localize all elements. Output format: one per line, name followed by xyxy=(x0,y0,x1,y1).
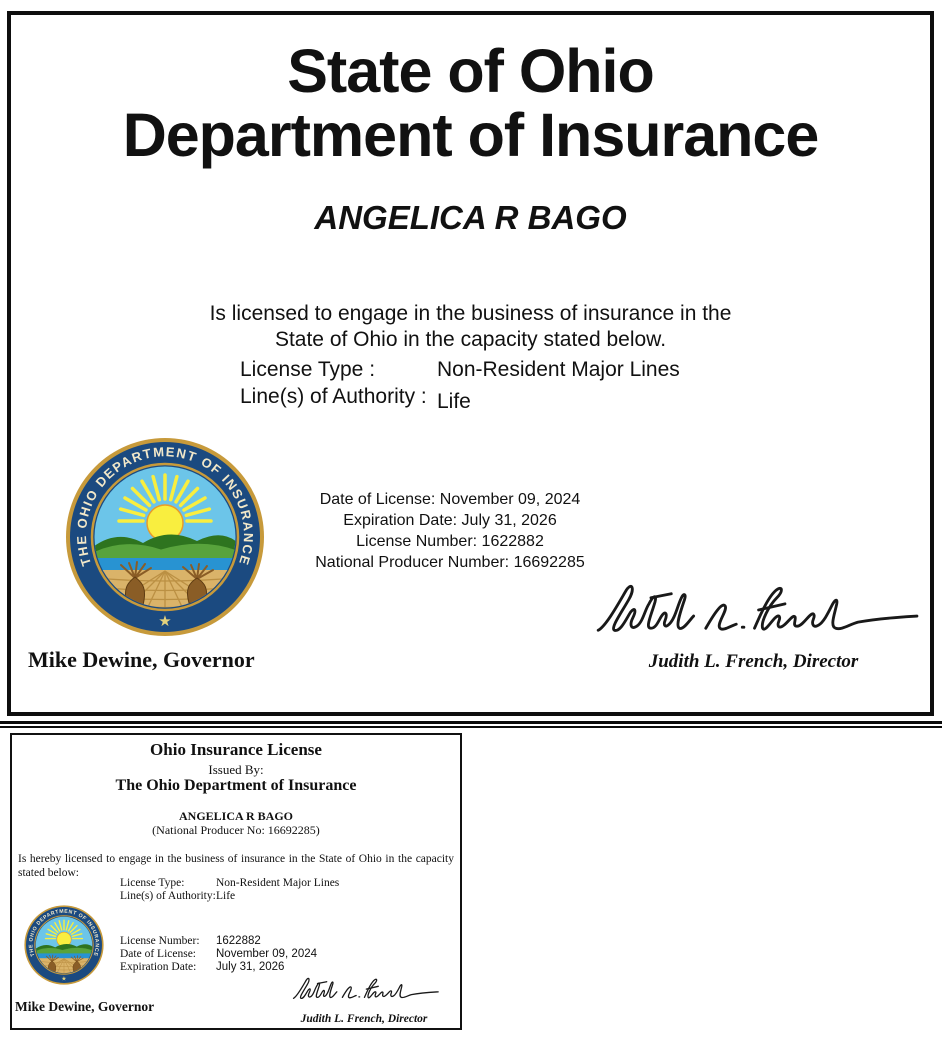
license-number: License Number: 1622882 xyxy=(356,533,544,550)
authority-label: Line(s) of Authority : xyxy=(240,385,427,408)
card-license-details-block xyxy=(120,935,317,974)
statement-line-1: Is licensed to engage in the business of insurance in the xyxy=(209,302,732,325)
national-producer-number: National Producer Number: 16692285 xyxy=(315,554,585,571)
card-department: The Ohio Department of Insurance xyxy=(115,777,357,794)
title-line-1: State of Ohio xyxy=(287,37,654,105)
card-statement: Is hereby licensed to engage in the business of insurance in the State of Ohio in the capacity stated below: xyxy=(18,853,454,879)
license-type-label: License Type : xyxy=(240,358,376,381)
expiration-date: Expiration Date: July 31, 2026 xyxy=(343,512,557,529)
statement-line-2: State of Ohio in the capacity stated below. xyxy=(274,328,667,351)
separator-thick-rule xyxy=(0,721,942,724)
license-statement xyxy=(11,301,930,353)
card-issued-by: Issued By: xyxy=(208,762,264,777)
card-license-type-label: License Type: xyxy=(120,877,185,889)
card-license-number-label: License Number: xyxy=(120,935,200,947)
certificate-title xyxy=(11,39,930,167)
card-title: Ohio Insurance License xyxy=(150,740,322,759)
director-signature xyxy=(586,579,921,645)
card-license-type-value: Non-Resident Major Lines xyxy=(216,877,340,889)
license-wallet-card xyxy=(10,733,462,1030)
license-certificate xyxy=(7,11,934,716)
director-name: Judith L. French, Director xyxy=(648,651,859,672)
page-separator xyxy=(0,721,942,728)
card-governor-name: Mike Dewine, Governor xyxy=(15,999,155,1014)
card-expiration-date-value: July 31, 2026 xyxy=(216,961,285,973)
card-director-name: Judith L. French, Director xyxy=(300,1013,428,1025)
card-expiration-date-label: Expiration Date: xyxy=(120,961,197,973)
date-of-license: Date of License: November 09, 2024 xyxy=(319,491,581,508)
card-license-number-value: 1622882 xyxy=(216,935,261,947)
separator-thin-rule xyxy=(0,726,942,728)
card-licensee-name: ANGELICA R BAGO xyxy=(178,809,294,823)
card-authority-label: Line(s) of Authority: xyxy=(120,890,216,902)
governor-name: Mike Dewine, Governor xyxy=(28,647,255,672)
card-director-signature xyxy=(288,975,440,1005)
title-line-2: Department of Insurance xyxy=(122,101,819,169)
license-type-block xyxy=(240,356,680,415)
license-details-block xyxy=(200,489,700,573)
card-license-type-block xyxy=(120,877,339,903)
card-date-of-license-value: November 09, 2024 xyxy=(216,948,318,960)
card-authority-value: Life xyxy=(216,890,236,902)
ohio-department-seal-small xyxy=(24,905,104,985)
authority-value: Life xyxy=(437,390,471,413)
card-date-of-license-label: Date of License: xyxy=(120,948,196,960)
license-type-value: Non-Resident Major Lines xyxy=(437,358,680,381)
licensee-name: ANGELICA R BAGO xyxy=(314,199,627,236)
card-producer-number: (National Producer No: 16692285) xyxy=(152,823,320,837)
